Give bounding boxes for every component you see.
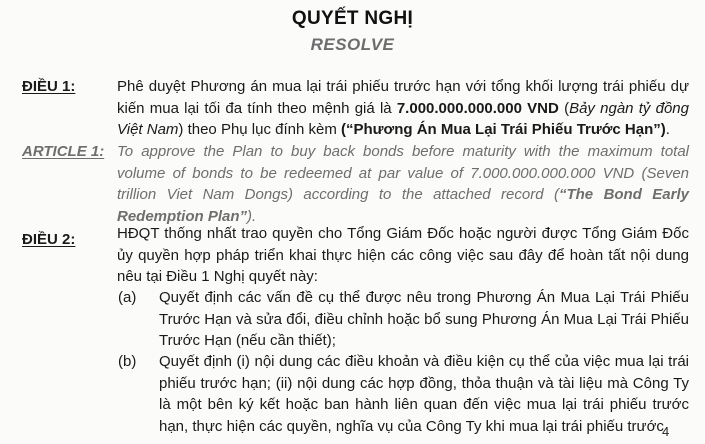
article2-item-b-mark: (b) [118,353,137,370]
article1-vi-text-start: Phê duyệt Phương án mua lại trái phiếu trước hạn với tổng khối lượng trái phiếu dự kiến mua lại tối đa tính theo mệnh giá là [117,78,689,117]
article1-en-text-start: To approve the Plan to buy back bonds before maturity with the maximum total volume of bonds to be redeemed at par value of 7.000.000.000.000 VND (Seven trillion Viet Nam Dongs) according to the attached record ( [117,143,689,203]
article1-vi-amount-words: Bảy ngàn tỷ đồng Việt Nam [117,99,689,138]
article1-en-label: ARTICLE 1: [22,143,105,160]
article1-en-text [117,141,689,227]
article1-en-text-end: ). [247,207,257,225]
article1-vi-paren-open: ( [558,99,570,117]
article1-en-plan-name: “The Bond Early Redemption Plan” [117,186,689,225]
article1-vi-plan-name: (“Phương Án Mua Lại Trái Phiếu Trước Hạn”) [341,121,666,138]
page-number: 4 [662,424,670,439]
article2-item-a-mark: (a) [118,289,137,306]
article1-vi-amount: 7.000.000.000.000 VND [396,99,559,117]
article1-vi-text-mid: ) theo Phụ lục đính kèm [178,121,342,138]
resolution-title: QUYẾT NGHỊ [291,8,414,29]
article1-vi-text [117,76,689,141]
resolution-subtitle: RESOLVE [310,35,395,54]
article2-item-a-text: Quyết định các vấn đề cụ thể được nêu trong Phương Án Mua Lại Trái Phiếu Trước Hạn và sửa đổi, điều chỉnh hoặc bổ sung Phương Án Mua Lại Trái Phiếu Trước Hạn (nếu cần thiết); [159,289,689,349]
article2-item-b-text: Quyết định (i) nội dung các điều khoản và điều kiện cụ thể của việc mua lại trái phiếu trước hạn; (ii) nội dung các hợp đồng, thỏa thuận và tài liệu mà Công Ty là một bên ký kết hoặc ban hành liên quan đến việc mua lại trái phiếu trước hạn, thực hiện các quyền, nghĩa vụ của Công Ty khi mua lại trái phiếu trước [159,353,689,435]
article2-vi-label: ĐIỀU 2: [22,231,76,248]
article2-vi-text: HĐQT thống nhất trao quyền cho Tổng Giám Đốc hoặc người được Tổng Giám Đốc ủy quyền hợp pháp triển khai thực hiện các công việc sau đây để hoàn tất nội dung nêu tại Điều 1 Nghị quyết này: [117,225,689,285]
article1-vi-text-end: . [665,121,670,138]
article1-vi-label: ĐIỀU 1: [22,78,76,95]
